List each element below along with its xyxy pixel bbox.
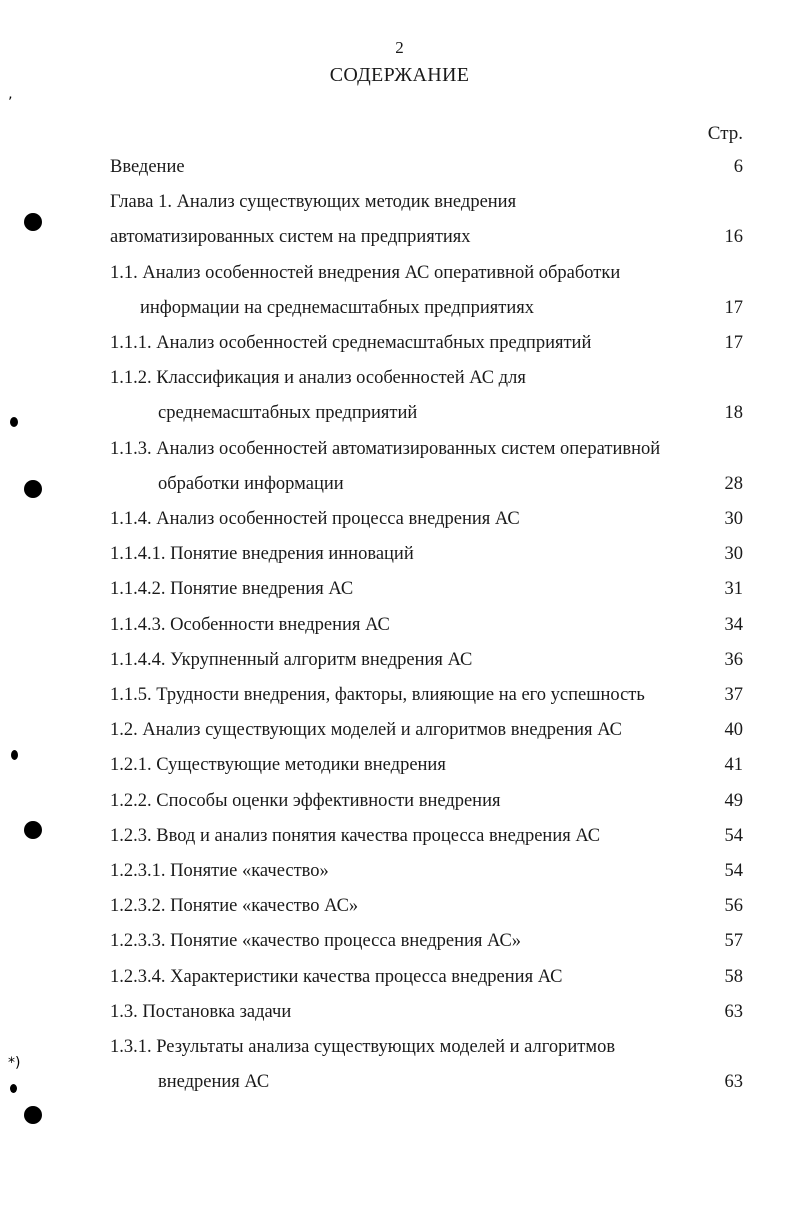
toc-entry-page: 18 xyxy=(724,403,743,424)
toc-entry-1-1-4[interactable] xyxy=(110,502,743,537)
toc-entry-title: 1.1.4. Анализ особенностей процесса внедрения АС xyxy=(110,509,520,530)
toc-entry-1-1-4-1[interactable] xyxy=(110,537,743,572)
toc-entry-1-3[interactable] xyxy=(110,995,743,1030)
toc-entry-page: 63 xyxy=(724,1001,743,1022)
toc-entry-title: 1.1. Анализ особенностей внедрения АС оперативной обработки xyxy=(110,262,621,283)
binder-hole xyxy=(24,821,42,839)
binder-hole xyxy=(24,480,42,498)
toc-entry-1-3-1[interactable] xyxy=(110,1030,743,1100)
toc-entry-title: 1.3.1. Результаты анализа существующих моделей и алгоритмов xyxy=(110,1037,616,1058)
toc-entry-title: 1.2. Анализ существующих моделей и алгоритмов внедрения АС xyxy=(110,720,622,741)
toc-entry-title: 1.2.3.1. Понятие «качество» xyxy=(110,861,329,882)
toc-entry-page: 28 xyxy=(724,473,743,494)
pages-column-label: Стр. xyxy=(707,123,743,144)
toc-entry-page: 34 xyxy=(724,614,743,635)
toc-entry-1-2-3-4[interactable] xyxy=(110,960,743,995)
toc-entry-page: 37 xyxy=(724,685,743,706)
toc-entry-title-continued: информации на среднемасштабных предприятиях xyxy=(140,297,535,318)
toc-entry-1-1-4-2[interactable] xyxy=(110,572,743,607)
toc-entry-1-1-4-4[interactable] xyxy=(110,643,743,678)
table-of-contents xyxy=(110,150,743,1100)
toc-entry-1-2-3-1[interactable] xyxy=(110,854,743,889)
toc-entry-page: 54 xyxy=(724,825,743,846)
binder-hole-small xyxy=(10,417,18,427)
toc-entry-page: 31 xyxy=(724,579,743,600)
toc-entry-page: 17 xyxy=(724,333,743,354)
stray-mark: *) xyxy=(8,1055,21,1071)
toc-entry-title: 1.3. Постановка задачи xyxy=(110,1001,292,1022)
toc-entry-title: 1.1.4.3. Особенности внедрения АС xyxy=(110,614,390,635)
toc-entry-page: 56 xyxy=(724,896,743,917)
stray-mark: ’ xyxy=(8,95,13,111)
toc-entry-1-1-2[interactable] xyxy=(110,361,743,431)
toc-entry-introduction[interactable] xyxy=(110,150,743,185)
binder-hole xyxy=(24,213,42,231)
toc-entry-chapter-1[interactable] xyxy=(110,185,743,255)
binder-hole-small xyxy=(11,750,18,760)
toc-entry-page: 36 xyxy=(724,649,743,670)
toc-entry-page: 16 xyxy=(724,227,743,248)
toc-entry-title: 1.1.4.2. Понятие внедрения АС xyxy=(110,579,354,600)
toc-entry-title: 1.1.5. Трудности внедрения, факторы, влияющие на его успешность xyxy=(110,685,645,706)
toc-entry-1-2-3[interactable] xyxy=(110,819,743,854)
toc-entry-title: 1.1.4.4. Укрупненный алгоритм внедрения АС xyxy=(110,649,473,670)
toc-entry-1-1-5[interactable] xyxy=(110,678,743,713)
toc-entry-title-continued: обработки информации xyxy=(158,473,344,494)
toc-entry-title: Глава 1. Анализ существующих методик внедрения xyxy=(110,192,517,213)
toc-entry-page: 49 xyxy=(724,790,743,811)
toc-entry-title: 1.1.4.1. Понятие внедрения инноваций xyxy=(110,544,414,565)
toc-entry-title-continued: внедрения АС xyxy=(158,1072,270,1093)
toc-entry-title: 1.1.1. Анализ особенностей среднемасштабных предприятий xyxy=(110,333,592,354)
toc-entry-title-continued: автоматизированных систем на предприятиях xyxy=(110,227,471,248)
toc-entry-page: 40 xyxy=(724,720,743,741)
toc-entry-title: 1.2.1. Существующие методики внедрения xyxy=(110,755,446,776)
toc-entry-title: 1.2.3. Ввод и анализ понятия качества процесса внедрения АС xyxy=(110,825,601,846)
toc-entry-1-1[interactable] xyxy=(110,256,743,326)
toc-entry-page: 30 xyxy=(724,509,743,530)
toc-entry-page: 63 xyxy=(724,1072,743,1093)
toc-entry-title: 1.2.3.2. Понятие «качество АС» xyxy=(110,896,359,917)
toc-entry-1-2-3-3[interactable] xyxy=(110,924,743,959)
toc-entry-title: 1.1.2. Классификация и анализ особенностей АС для xyxy=(110,368,526,389)
toc-entry-1-1-4-3[interactable] xyxy=(110,608,743,643)
toc-entry-page: 17 xyxy=(724,297,743,318)
toc-entry-title-continued: среднемасштабных предприятий xyxy=(158,403,418,424)
toc-entry-page: 30 xyxy=(724,544,743,565)
toc-entry-1-1-3[interactable] xyxy=(110,432,743,502)
toc-entry-title: Введение xyxy=(110,157,185,177)
binder-hole-small xyxy=(10,1084,17,1093)
toc-entry-1-2-2[interactable] xyxy=(110,784,743,819)
toc-entry-page: 54 xyxy=(724,861,743,882)
binder-hole xyxy=(24,1106,42,1124)
page-number: 2 xyxy=(395,38,404,57)
toc-entry-1-1-1[interactable] xyxy=(110,326,743,361)
toc-entry-title: 1.1.3. Анализ особенностей автоматизированных систем оперативной xyxy=(110,438,661,459)
toc-entry-1-2-3-2[interactable] xyxy=(110,889,743,924)
toc-entry-page: 57 xyxy=(724,931,743,952)
toc-entry-page: 41 xyxy=(724,755,743,776)
page-title: СОДЕРЖАНИЕ xyxy=(329,64,470,86)
toc-entry-page: 58 xyxy=(724,966,743,987)
toc-entry-page: 6 xyxy=(733,157,743,177)
toc-entry-title: 1.2.3.4. Характеристики качества процесса внедрения АС xyxy=(110,966,563,987)
toc-entry-title: 1.2.3.3. Понятие «качество процесса внедрения АС» xyxy=(110,931,522,952)
toc-entry-1-2[interactable] xyxy=(110,713,743,748)
toc-entry-title: 1.2.2. Способы оценки эффективности внедрения xyxy=(110,790,501,811)
toc-entry-1-2-1[interactable] xyxy=(110,748,743,783)
